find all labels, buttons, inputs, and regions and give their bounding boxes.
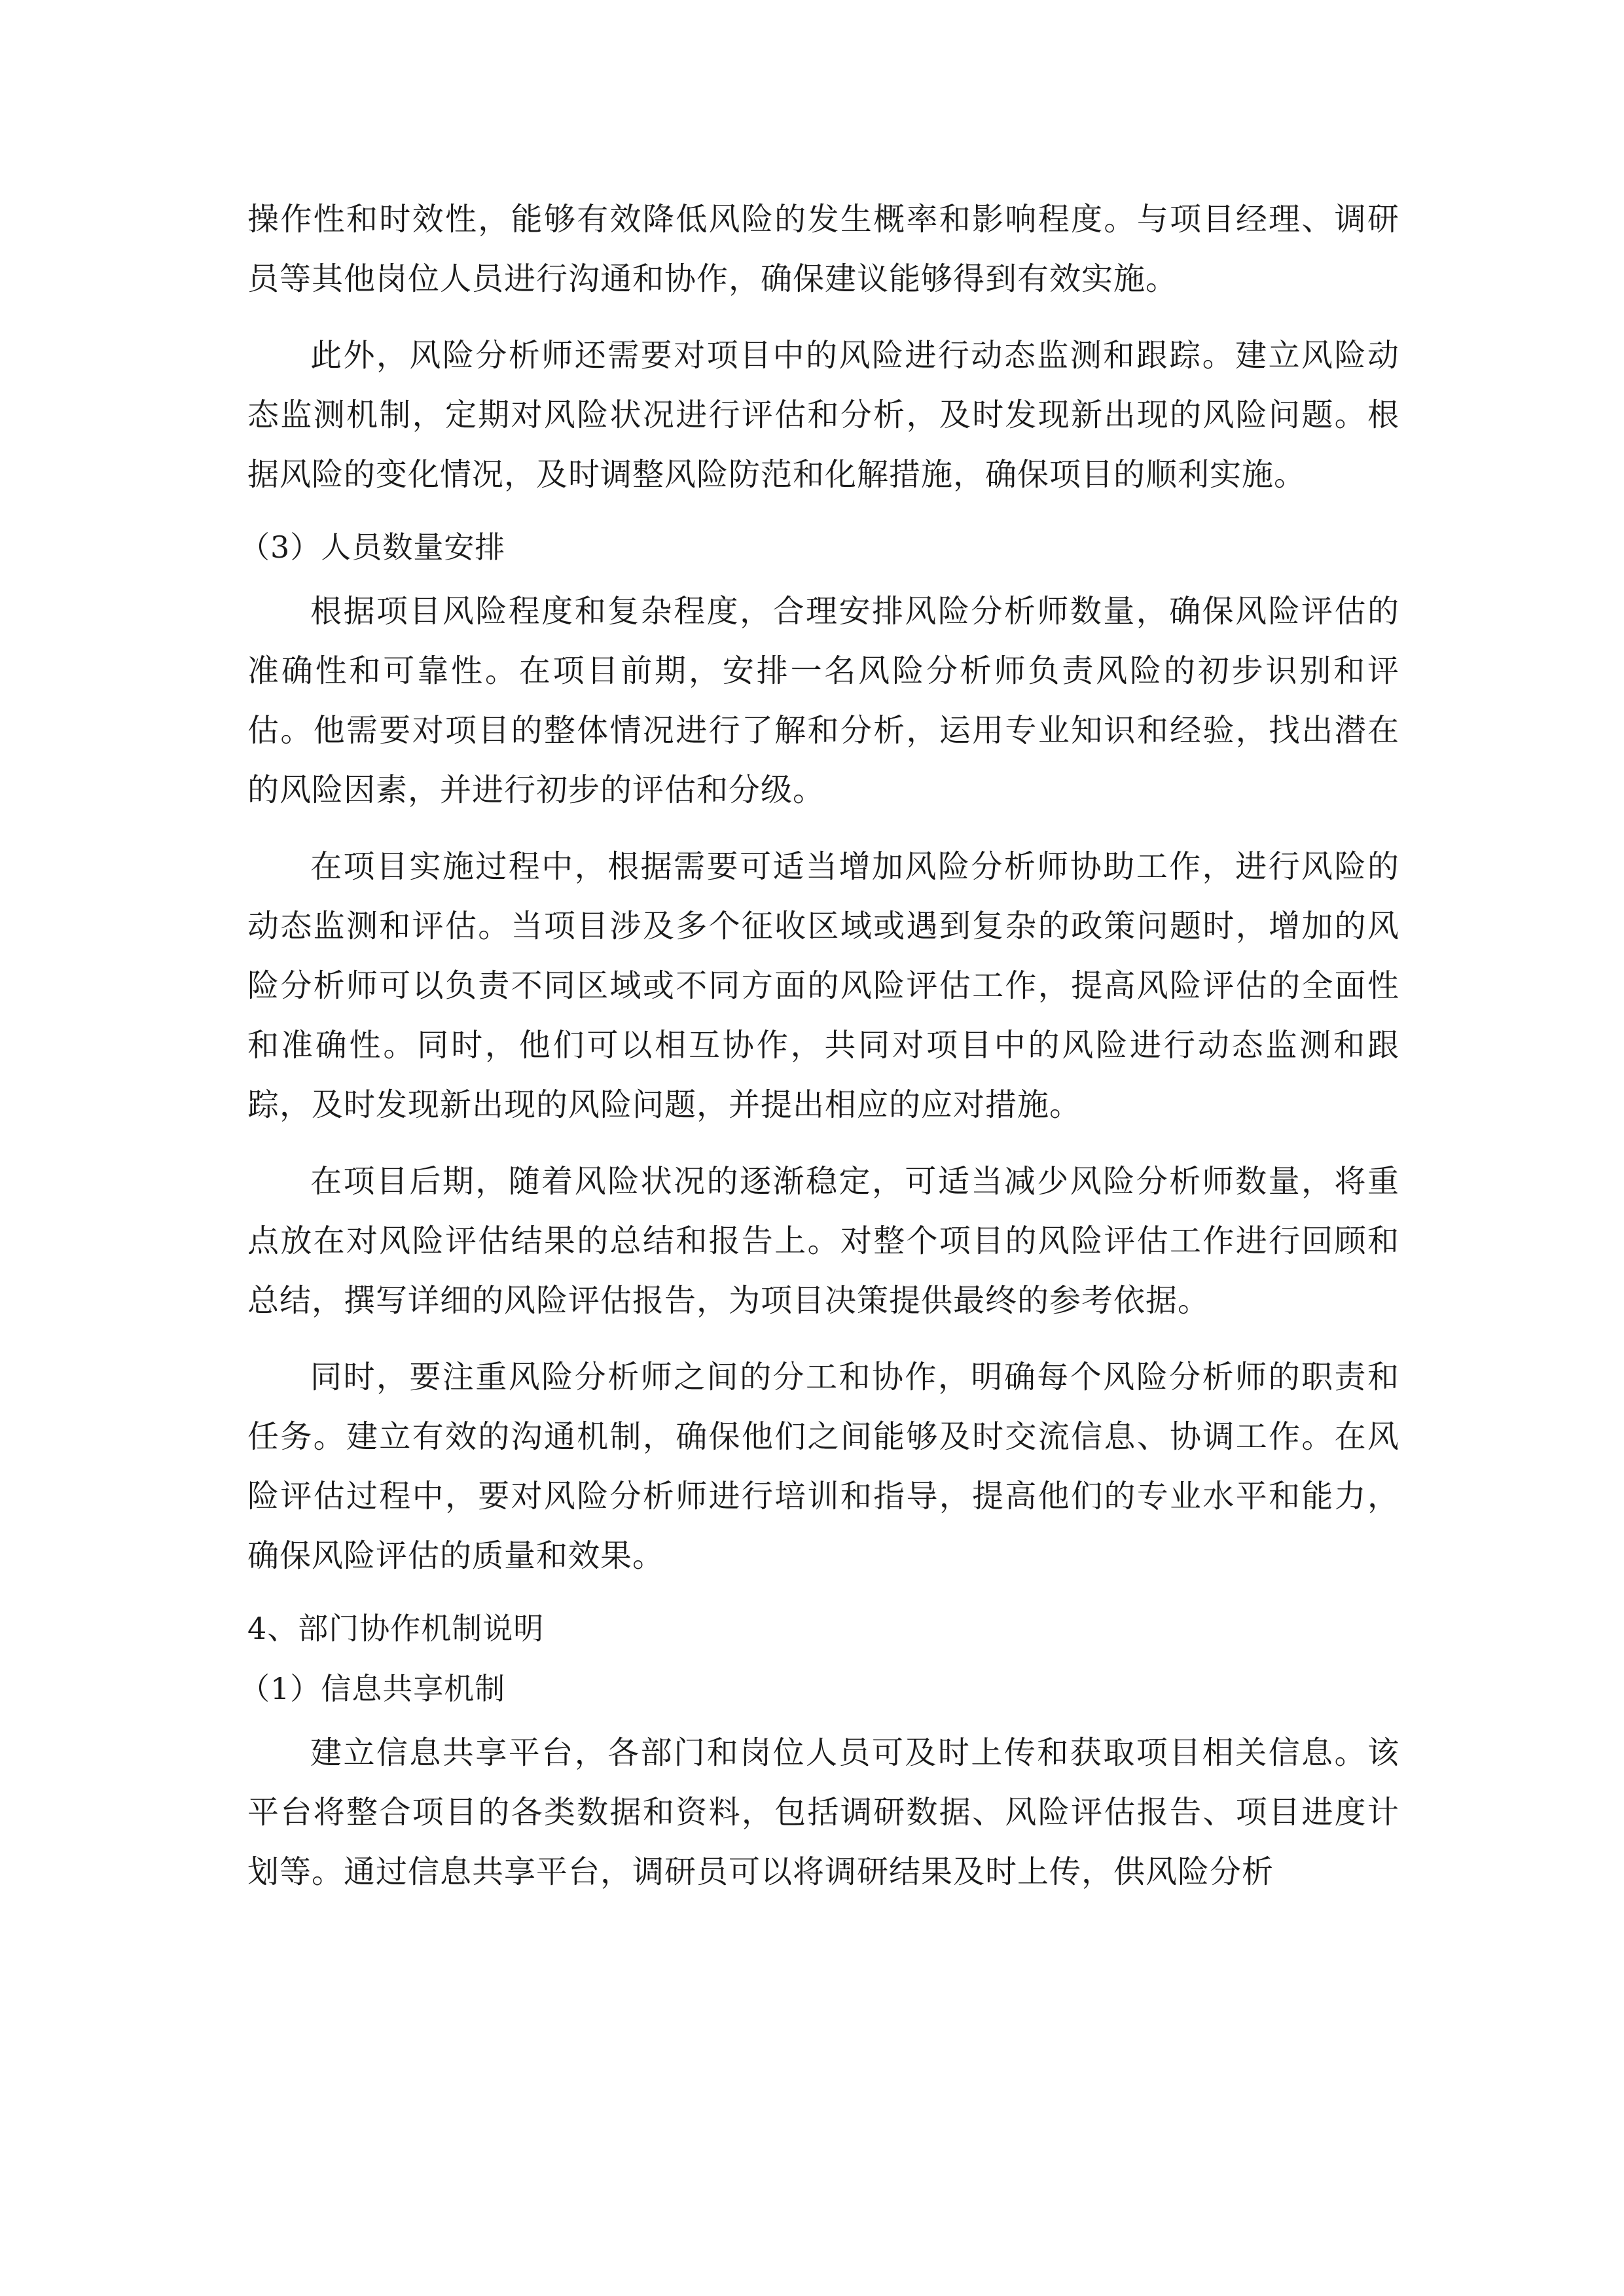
- paragraph-staffing-early: 根据项目风险程度和复杂程度，合理安排风险分析师数量，确保风险评估的准确性和可靠性。在项目前期，安排一名风险分析师负责风险的初步识别和评估。他需要对项目的整体情况进行了解和分析，运用专业知识和经验，找出潜在的风险因素，并进行初步的评估和分级。: [247, 593, 1399, 808]
- paragraph-staffing-late: 在项目后期，随着风险状况的逐渐稳定，可适当减少风险分析师数量，将重点放在对风险评估结果的总结和报告上。对整个项目的风险评估工作进行回顾和总结，撰写详细的风险评估报告，为项目决策提供最终的参考依据。: [247, 1163, 1399, 1319]
- paragraph-continuation: 操作性和时效性，能够有效降低风险的发生概率和影响程度。与项目经理、调研员等其他岗位人员进行沟通和协作，确保建议能够得到有效实施。: [247, 201, 1399, 297]
- paragraph-info-sharing: 建立信息共享平台，各部门和岗位人员可及时上传和获取项目相关信息。该平台将整合项目的各类数据和资料，包括调研数据、风险评估报告、项目进度计划等。通过信息共享平台，调研员可以将调研结果及时上传，供风险分析: [247, 1734, 1399, 1890]
- section-heading-department-collaboration: 4、部门协作机制说明: [247, 1611, 545, 1646]
- paragraph-collaboration: 同时，要注重风险分析师之间的分工和协作，明确每个风险分析师的职责和任务。建立有效的沟通机制，确保他们之间能够及时交流信息、协调工作。在风险评估过程中，要对风险分析师进行培训和指导，提高他们的专业水平和能力，确保风险评估的质量和效果。: [247, 1359, 1399, 1574]
- subheading-info-sharing: （1）信息共享机制: [240, 1671, 506, 1706]
- paragraph-staffing-implementation: 在项目实施过程中，根据需要可适当增加风险分析师协助工作，进行风险的动态监测和评估。当项目涉及多个征收区域或遇到复杂的政策问题时，增加的风险分析师可以负责不同区域或不同方面的风险评估工作，提高风险评估的全面性和准确性。同时，他们可以相互协作，共同对项目中的风险进行动态监测和跟踪，及时发现新出现的风险问题，并提出相应的应对措施。: [247, 848, 1399, 1123]
- document-body: [240, 190, 1399, 1919]
- subheading-staffing: （3）人员数量安排: [240, 529, 506, 565]
- paragraph-risk-monitoring: 此外，风险分析师还需要对项目中的风险进行动态监测和跟踪。建立风险动态监测机制，定期对风险状况进行评估和分析，及时发现新出现的风险问题。根据风险的变化情况，及时调整风险防范和化解措施，确保项目的顺利实施。: [247, 337, 1399, 493]
